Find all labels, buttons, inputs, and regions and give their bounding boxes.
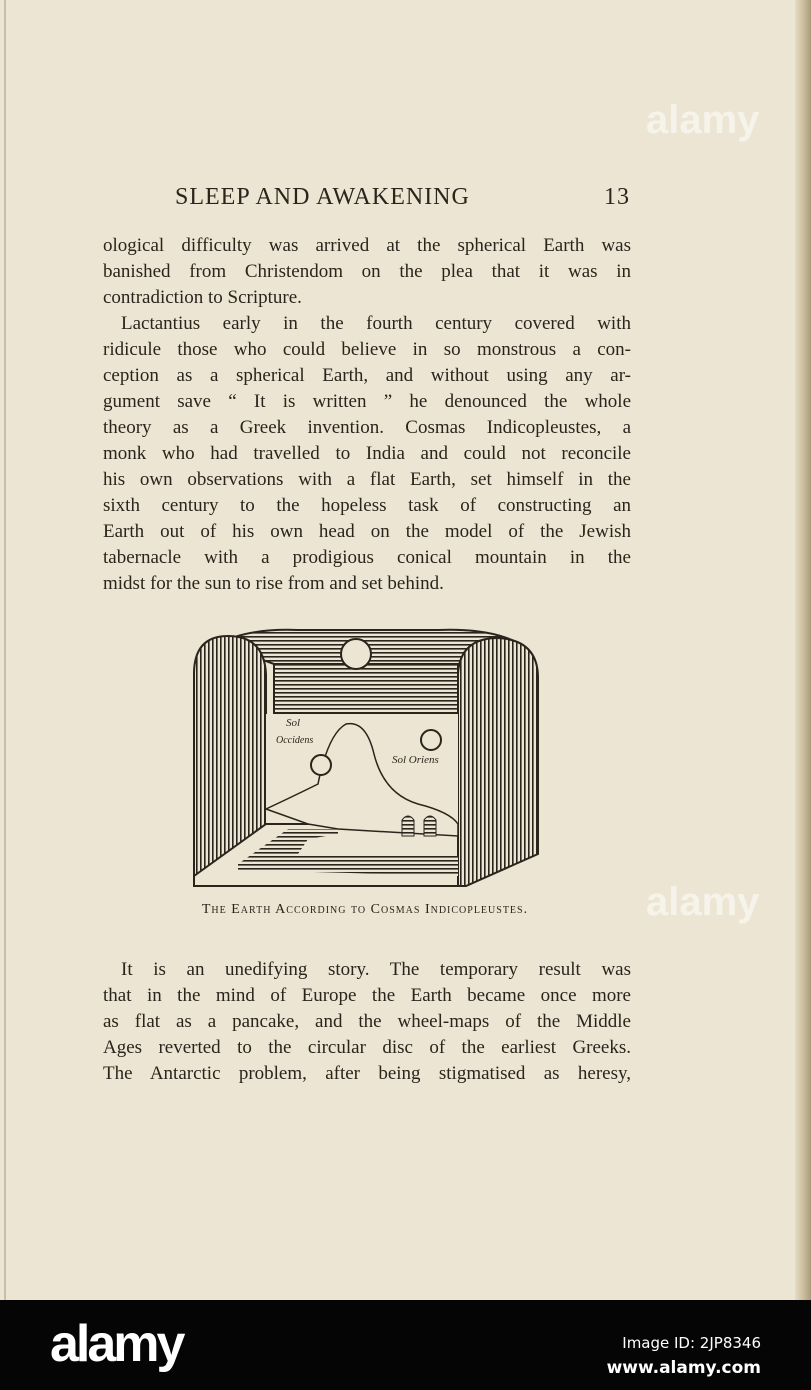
text-line: It is an unedifying story. The temporary result was [121, 959, 631, 980]
text-line: banished from Christendom on the plea that it was in [103, 261, 631, 282]
setting-sun-icon [311, 755, 331, 775]
text-line: ridicule those who could believe in so monstrous a con- [103, 339, 631, 360]
text-line: tabernacle with a prodigious conical mountain in the [103, 547, 631, 568]
paragraph-1 [103, 233, 631, 311]
running-title: SLEEP AND AWAKENING [175, 184, 470, 210]
page-right-edge [795, 0, 811, 1300]
text-line: The Antarctic problem, after being stigmatised as heresy, [103, 1063, 631, 1084]
text-line: that in the mind of Europe the Earth became once more [103, 985, 631, 1006]
rising-sun-icon [421, 730, 441, 750]
paragraph-3 [103, 957, 631, 1087]
watermark: alamy [646, 880, 760, 924]
text-line: sixth century to the hopeless task of constructing an [103, 495, 631, 516]
text-line: ception as a spherical Earth, and without using any ar- [103, 365, 631, 386]
label-sol-oriens: Sol Oriens [392, 754, 439, 766]
alamy-url[interactable]: www.alamy.com [606, 1358, 761, 1378]
page-number: 13 [604, 184, 630, 210]
text-line: monk who had travelled to India and could not reconcile [103, 443, 631, 464]
text-line: theory as a Greek invention. Cosmas Indicopleustes, a [103, 417, 631, 438]
running-header [175, 184, 630, 211]
text-line: as flat as a pancake, and the wheel-maps of the Middle [103, 1011, 631, 1032]
page-left-edge [4, 0, 6, 1300]
figure-caption: The Earth According to Cosmas Indicopleustes. [201, 902, 529, 917]
text-line: Lactantius early in the fourth century covered with [121, 313, 631, 334]
paragraph-2 [103, 311, 631, 597]
image-id: Image ID: 2JP8346 [622, 1334, 761, 1352]
alamy-logo: alamy [50, 1315, 183, 1373]
text-line: gument save “ It is written ” he denounced the whole [103, 391, 631, 412]
text-line: contradiction to Scripture. [103, 287, 302, 308]
text-line: Ages reverted to the circular disc of the earliest Greeks. [103, 1037, 631, 1058]
moon-face-icon [341, 639, 371, 669]
label-sol-occidens-2: Occidens [276, 735, 314, 746]
watermark: alamy [646, 98, 760, 142]
text-line: ological difficulty was arrived at the spherical Earth was [103, 235, 631, 256]
text-line: midst for the sun to rise from and set behind. [103, 573, 444, 594]
text-line: his own observations with a flat Earth, set himself in the [103, 469, 631, 490]
text-line: Earth out of his own head on the model of the Jewish [103, 521, 631, 542]
label-sol-occidens-1: Sol [286, 717, 301, 729]
cosmas-tabernacle-illustration [188, 624, 544, 892]
alamy-footer [0, 1300, 811, 1390]
